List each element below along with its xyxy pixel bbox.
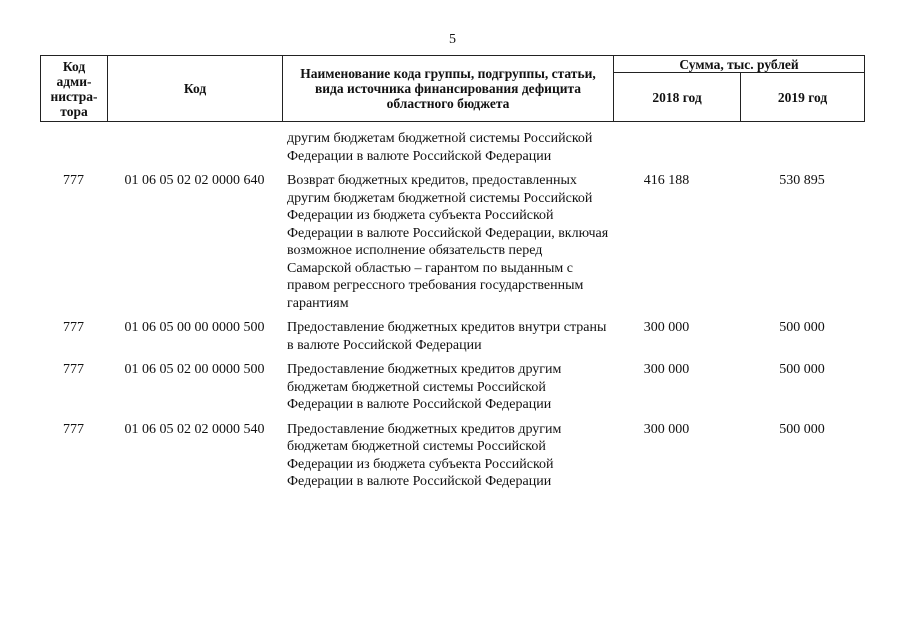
cell-name: Возврат бюджетных кредитов, предоставленных другим бюджетам бюджетной системы Российской Федерации из бюджета субъекта Российской Федерации в валюте Российской Федерации, включая возможное исполнение обязательств перед Самарской областью – гарантом по выданным с правом регрессного требования государственным гарантиям <box>287 173 609 311</box>
cell-name: другим бюджетам бюджетной системы Российской Федерации в валюте Российской Федерации <box>287 131 593 164</box>
page-number: 5 <box>449 32 456 47</box>
table-row <box>40 361 864 414</box>
cell-sum-2019: 530 895 <box>779 173 825 188</box>
cell-sum-2018 <box>613 130 740 165</box>
cell-sum-2019 <box>740 130 864 165</box>
table-row <box>40 421 864 491</box>
cell-code: 01 06 05 02 02 0000 540 <box>124 421 265 437</box>
cell-sum-2018: 416 188 <box>643 173 690 188</box>
cell-code: 01 06 05 00 00 0000 500 <box>124 320 265 335</box>
cell-admin-code: 777 <box>63 421 84 437</box>
cell-code: 01 06 05 02 02 0000 640 <box>124 173 265 188</box>
header-code: Код <box>108 56 283 122</box>
table-body <box>40 130 864 491</box>
table-row <box>40 172 864 312</box>
cell-sum-2018: 300 000 <box>643 421 690 437</box>
cell-sum-2018: 300 000 <box>643 320 690 335</box>
cell-sum-2019: 500 000 <box>779 320 825 335</box>
cell-name: Предоставление бюджетных кредитов другим бюджетам бюджетной системы Российской Федерации из бюджета субъекта Российской Федерации в валюте Российской Федерации <box>287 421 562 489</box>
header-year-2018: 2018 год <box>614 73 741 122</box>
cell-name: Предоставление бюджетных кредитов внутри страны в валюте Российской Федерации <box>287 320 607 353</box>
table-row <box>40 319 864 354</box>
cell-code <box>107 130 282 165</box>
cell-admin-code <box>40 130 107 165</box>
cell-name: Предоставление бюджетных кредитов другим бюджетам бюджетной системы Российской Федерации в валюте Российской Федерации <box>287 362 562 412</box>
cell-code: 01 06 05 02 00 0000 500 <box>124 362 265 377</box>
header-name: Наименование кода группы, подгруппы, статьи, вида источника финансирования дефицита областного бюджета <box>283 56 614 122</box>
cell-sum-2019: 500 000 <box>779 421 825 437</box>
cell-admin-code: 777 <box>63 320 84 335</box>
cell-admin-code: 777 <box>63 362 84 377</box>
cell-sum-2018: 300 000 <box>643 362 690 377</box>
header-sum: Сумма, тыс. рублей <box>614 56 865 73</box>
table-row <box>40 130 864 165</box>
table-header <box>40 55 865 122</box>
header-year-2019: 2019 год <box>741 73 865 122</box>
cell-sum-2019: 500 000 <box>779 362 825 377</box>
cell-admin-code: 777 <box>63 173 84 188</box>
header-admin-code: Код адми- нистра- тора <box>41 56 108 122</box>
